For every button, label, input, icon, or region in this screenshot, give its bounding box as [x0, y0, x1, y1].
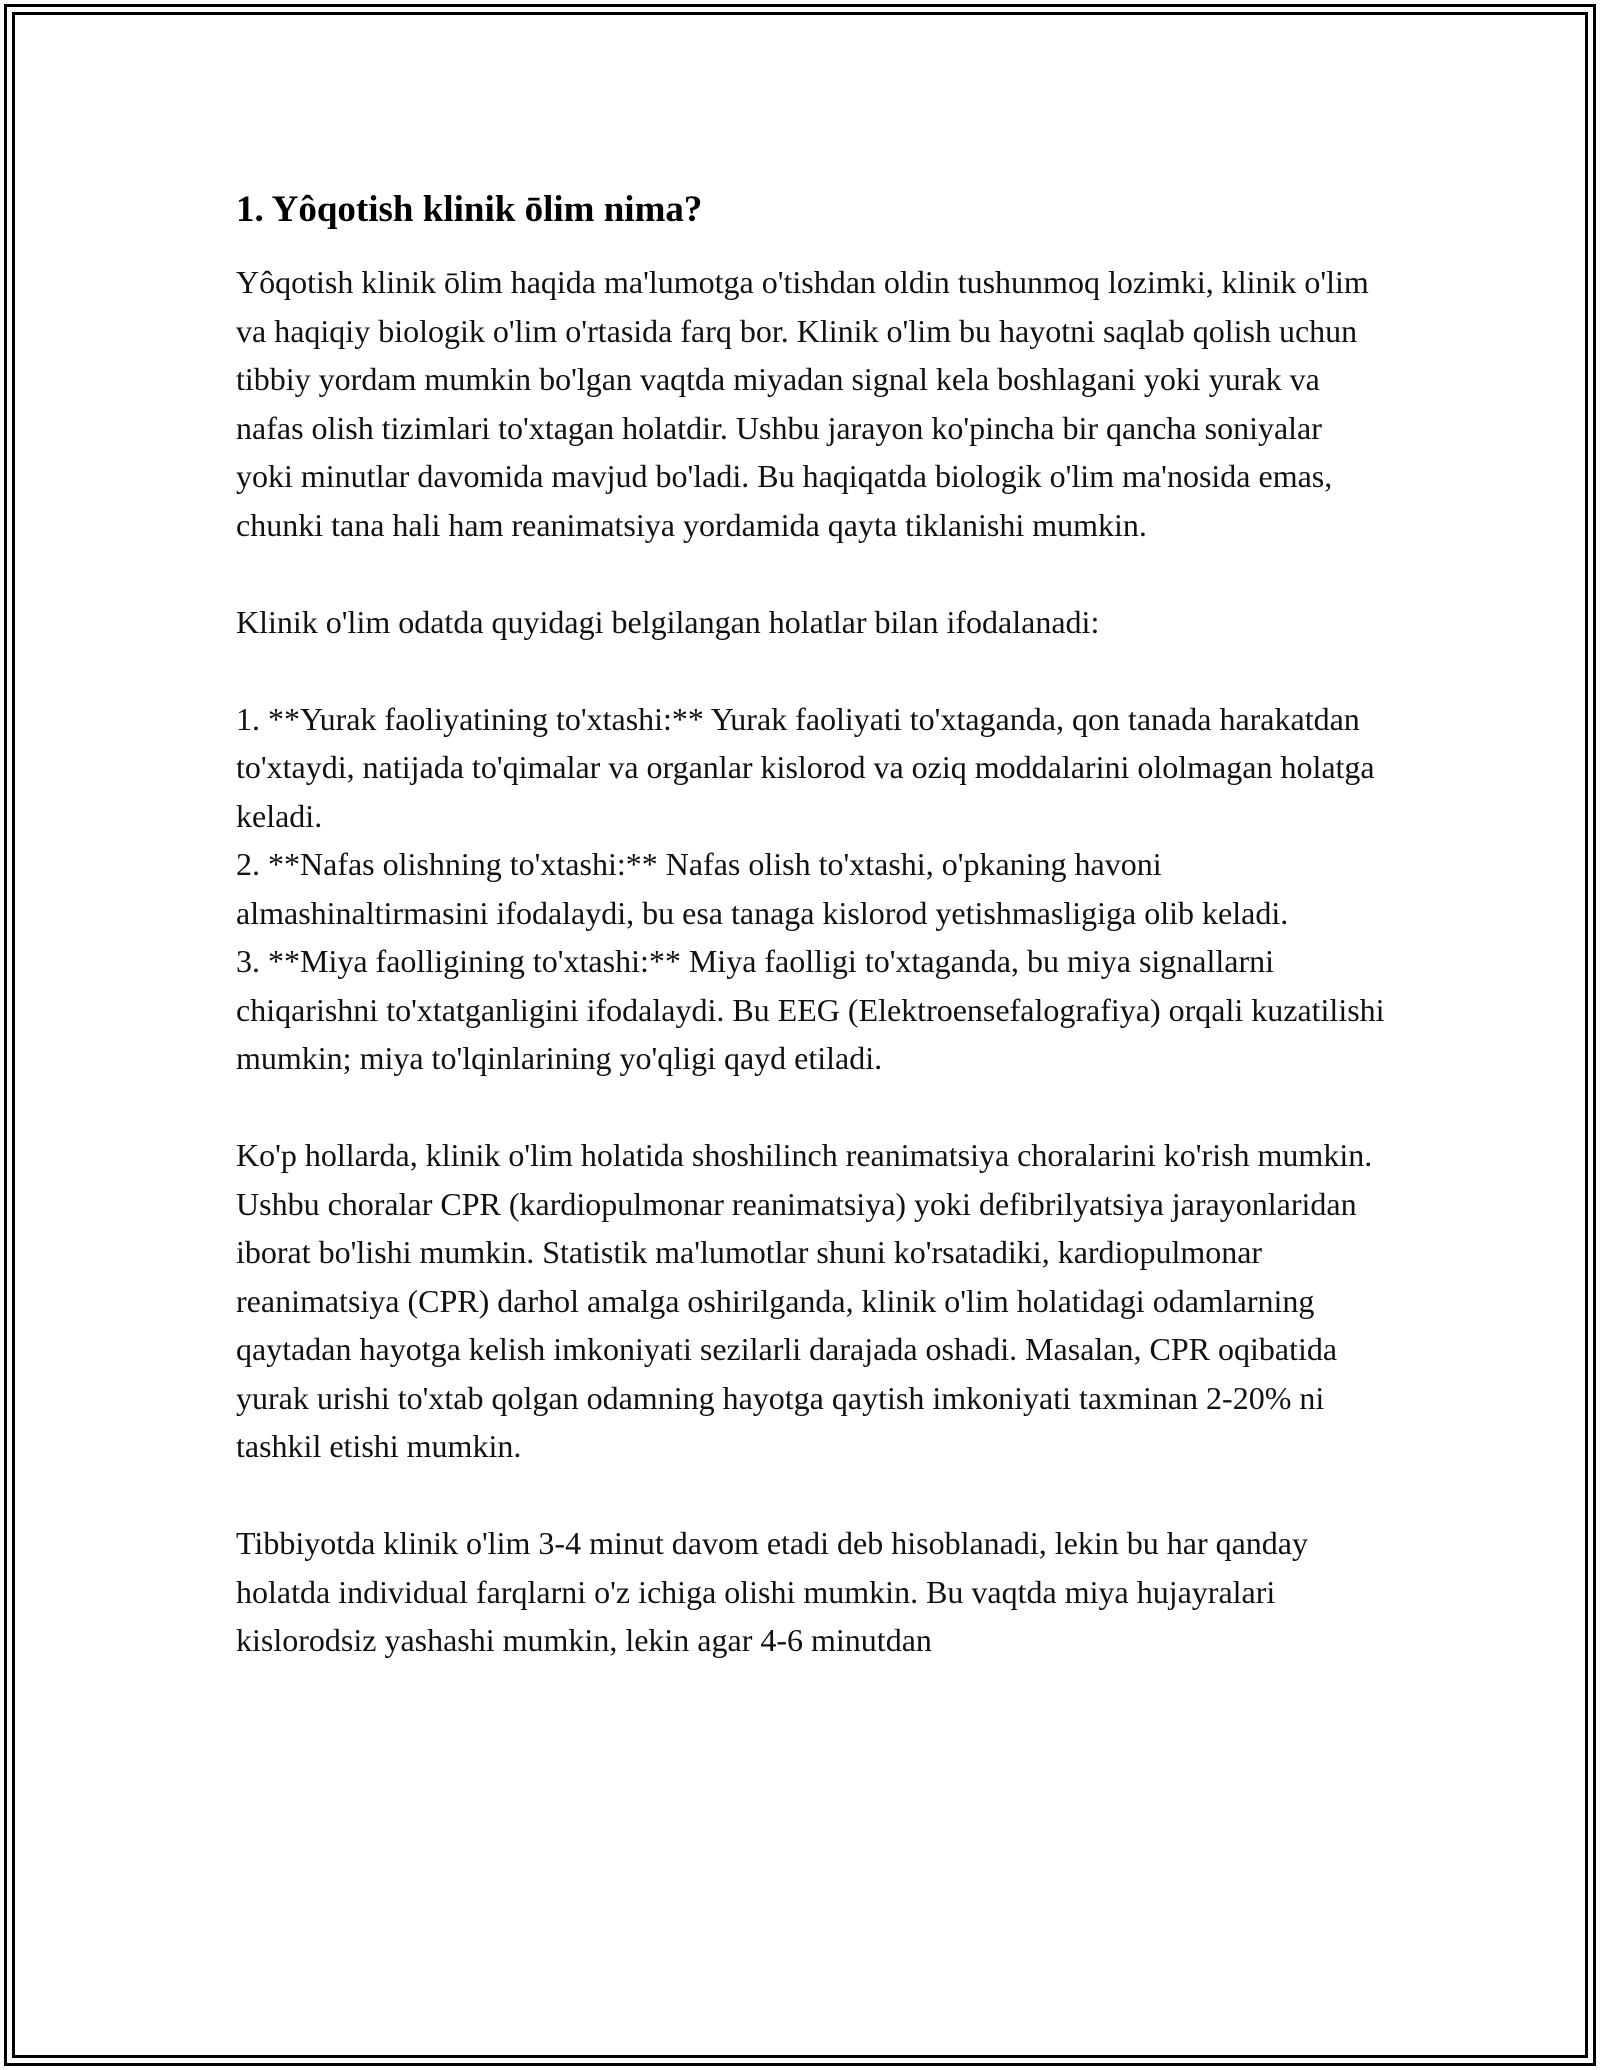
list-lead-paragraph: Klinik o'lim odatda quyidagi belgilangan holatlar bilan ifodalanadi:: [236, 603, 1100, 640]
section-title: 1. Yôqotish klinik ōlim nima?: [236, 189, 703, 230]
intro-paragraph: Yôqotish klinik ōlim haqida ma'lumotga o'tishdan oldin tushunmoq lozimki, klinik o'lim va haqiqiy biologik o'lim o'rtasida farq bor. Klinik o'lim bu hayotni saqlab qolish uchun tibbiy yordam mumkin bo'lgan vaqtda miyadan signal kela boshlagani yoki yurak va nafas olish tizimlari to'xtagan holatdir. Ushbu jarayon ko'pincha bir qancha soniyalar yoki minutlar davomida mavjud bo'ladi. Bu haqiqatda biologik o'lim ma'nosida emas, chunki tana hali ham reanimatsiya yordamida qayta tiklanishi mumkin.: [236, 264, 1369, 543]
list-item: 3. **Miya faolligining to'xtashi:** Miya faolligi to'xtaganda, bu miya signallarni chiqarishni to'xtatganligini ifodalaydi. Bu EEG (Elektroensefalografiya) orqali kuzatilishi mumkin; miya to'lqinlarining yo'qligi qayd etiladi.: [236, 943, 1385, 1076]
duration-paragraph: Tibbiyotda klinik o'lim 3-4 minut davom etadi deb hisoblanadi, lekin bu har qanday holatda individual farqlarni o'z ichiga olishi mumkin. Bu vaqtda miya hujayralari kislorodsiz yashashi mumkin, lekin agar 4-6 minutdan: [236, 1525, 1308, 1658]
document-body: [236, 186, 1386, 1713]
symptom-list: [236, 695, 1386, 1083]
cpr-paragraph: Ko'p hollarda, klinik o'lim holatida shoshilinch reanimatsiya choralarini ko'rish mumkin. Ushbu choralar CPR (kardiopulmonar reanimatsiya) yoki defibrilyatsiya jarayonlaridan iborat bo'lishi mumkin. Statistik ma'lumotlar shuni ko'rsatadiki, kardiopulmonar reanimatsiya (CPR) darhol amalga oshirilganda, klinik o'lim holatidagi odamlarning qaytadan hayotga kelish imkoniyati sezilarli darajada oshadi. Masalan, CPR oqibatida yurak urishi to'xtab qolgan odamning hayotga qaytish imkoniyati taxminan 2-20% ni tashkil etishi mumkin.: [236, 1137, 1373, 1464]
list-item: 2. **Nafas olishning to'xtashi:** Nafas olish to'xtashi, o'pkaning havoni almashinaltirmasini ifodalaydi, bu esa tanaga kislorod yetishmasligiga olib keladi.: [236, 846, 1289, 931]
list-item: 1. **Yurak faoliyatining to'xtashi:** Yurak faoliyati to'xtaganda, qon tanada harakatdan to'xtaydi, natijada to'qimalar va organlar kislorod va oziq moddalarini ololmagan holatga keladi.: [236, 700, 1375, 834]
